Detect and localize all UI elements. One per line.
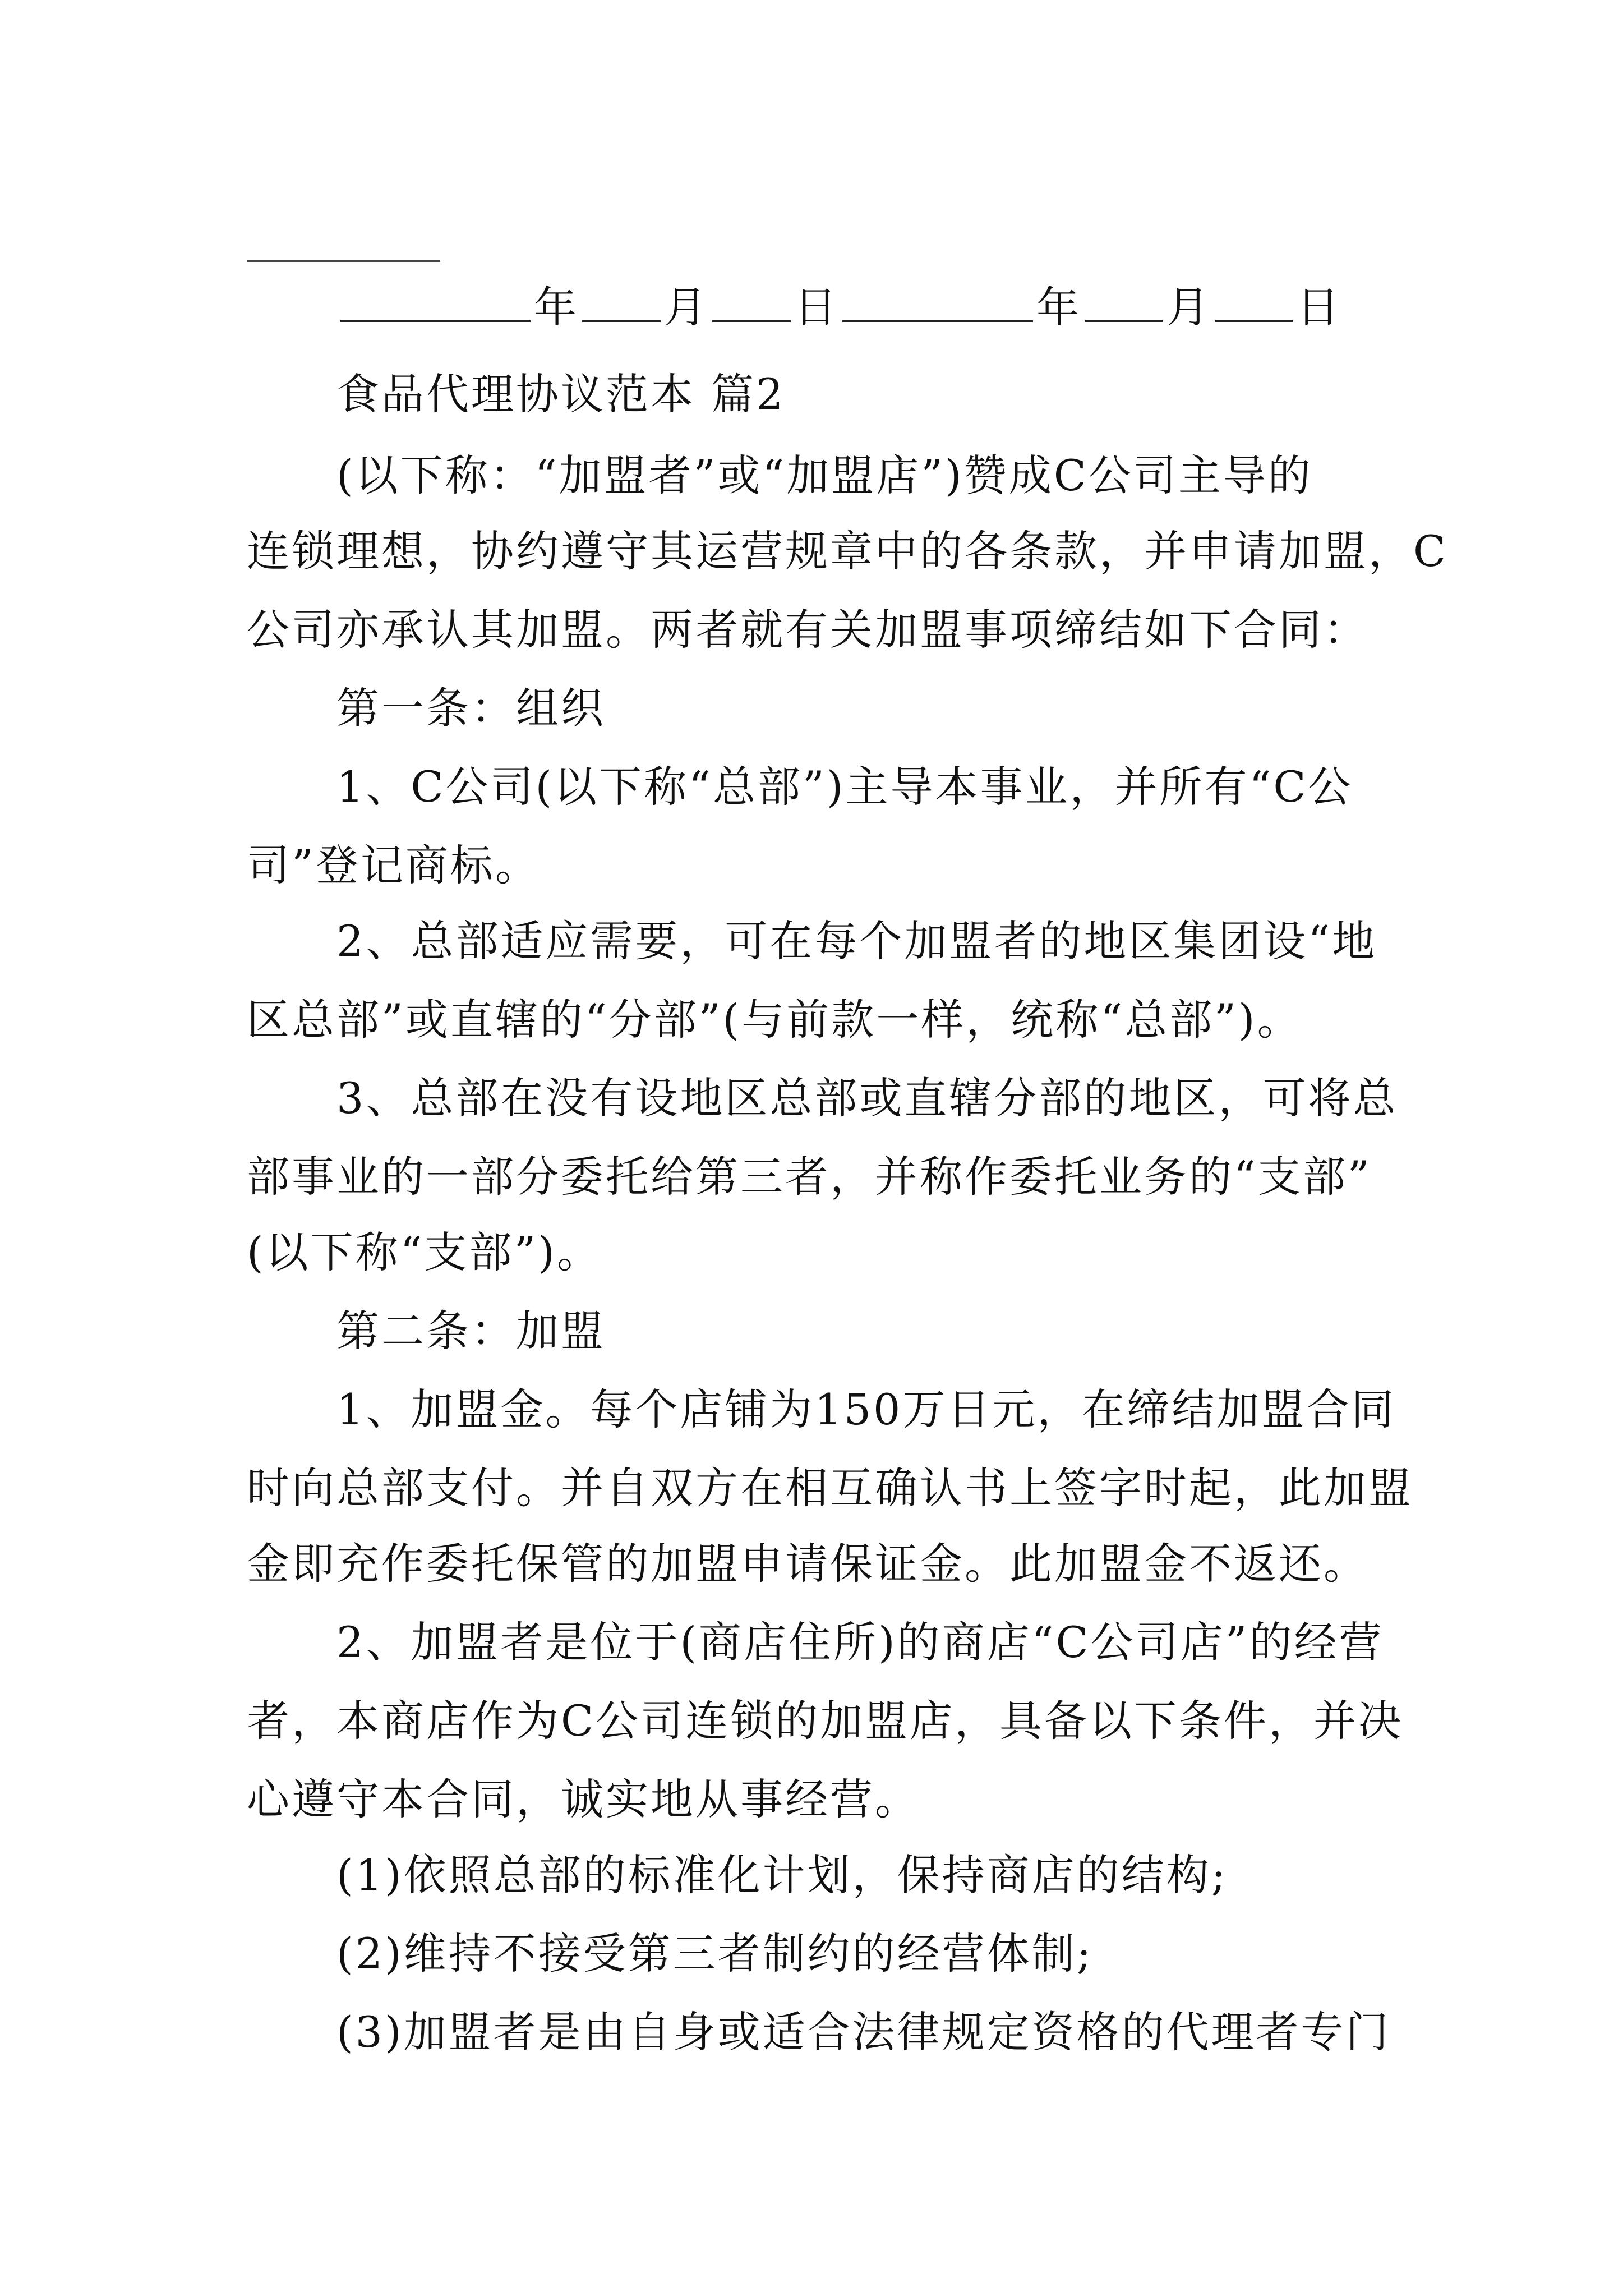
text-line: 时向总部支付。并自双方在相互确认书上签字时起，此加盟 [247, 1463, 1413, 1513]
text-line: 者，本商店作为C公司连锁的加盟店，具备以下条件，并决 [247, 1696, 1404, 1746]
text-line: 2、加盟者是位于(商店住所)的商店“C公司店”的经营 [336, 1617, 1384, 1667]
text-line: 连锁理想，协约遵守其运营规章中的各条款，并申请加盟，C [247, 526, 1449, 576]
day-label-1: 日 [794, 282, 839, 332]
month-label-2: 月 [1166, 282, 1211, 332]
article-heading: 第二条：加盟 [336, 1306, 606, 1356]
list-item: (1)依照总部的标准化计划，保持商店的结构; [336, 1850, 1228, 1900]
text-line: 金即充作委托保管的加盟申请保证金。此加盟金不返还。 [247, 1539, 1368, 1589]
text-line: 3、总部在没有设地区总部或直辖分部的地区，可将总 [336, 1073, 1398, 1123]
month-blank-1[interactable] [582, 281, 661, 322]
text-line: 部事业的一部分委托给第三者，并称作委托业务的“支部” [247, 1152, 1372, 1202]
year-blank-2[interactable] [842, 281, 1033, 322]
list-item: (2)维持不接受第三者制约的经营体制; [336, 1929, 1094, 1978]
day-blank-1[interactable] [712, 281, 791, 322]
month-blank-2[interactable] [1085, 281, 1163, 322]
top-rule [247, 260, 440, 262]
text-line: 心遵守本合同，诚实地从事经营。 [247, 1774, 920, 1824]
month-label-1: 月 [664, 282, 709, 332]
text-line: 区总部”或直辖的“分部”(与前款一样，统称“总部”)。 [247, 995, 1302, 1045]
year-label-1: 年 [534, 282, 579, 332]
article-heading: 第一条：组织 [336, 683, 606, 733]
text-line: 司”登记商标。 [247, 840, 540, 890]
signature-date-line [336, 280, 1492, 334]
text-line: (以下称“支部”)。 [247, 1227, 602, 1277]
day-blank-2[interactable] [1215, 281, 1293, 322]
year-label-2: 年 [1036, 282, 1081, 332]
text-line: (以下称：“加盟者”或“加盟店”)赞成C公司主导的 [336, 450, 1313, 500]
text-line: 2、总部适应需要，可在每个加盟者的地区集团设“地 [336, 916, 1377, 966]
text-line: 1、C公司(以下称“总部”)主导本事业，并所有“C公 [336, 762, 1353, 812]
year-blank-1[interactable] [340, 281, 531, 322]
text-line: 公司亦承认其加盟。两者就有关加盟事项缔结如下合同： [247, 605, 1368, 655]
text-line: 1、加盟金。每个店铺为150万日元，在缔结加盟合同 [336, 1384, 1396, 1434]
list-item: (3)加盟者是由自身或适合法律规定资格的代理者专门 [336, 2007, 1391, 2057]
day-label-2: 日 [1297, 282, 1341, 332]
section-title: 食品代理协议范本 篇2 [336, 369, 786, 419]
